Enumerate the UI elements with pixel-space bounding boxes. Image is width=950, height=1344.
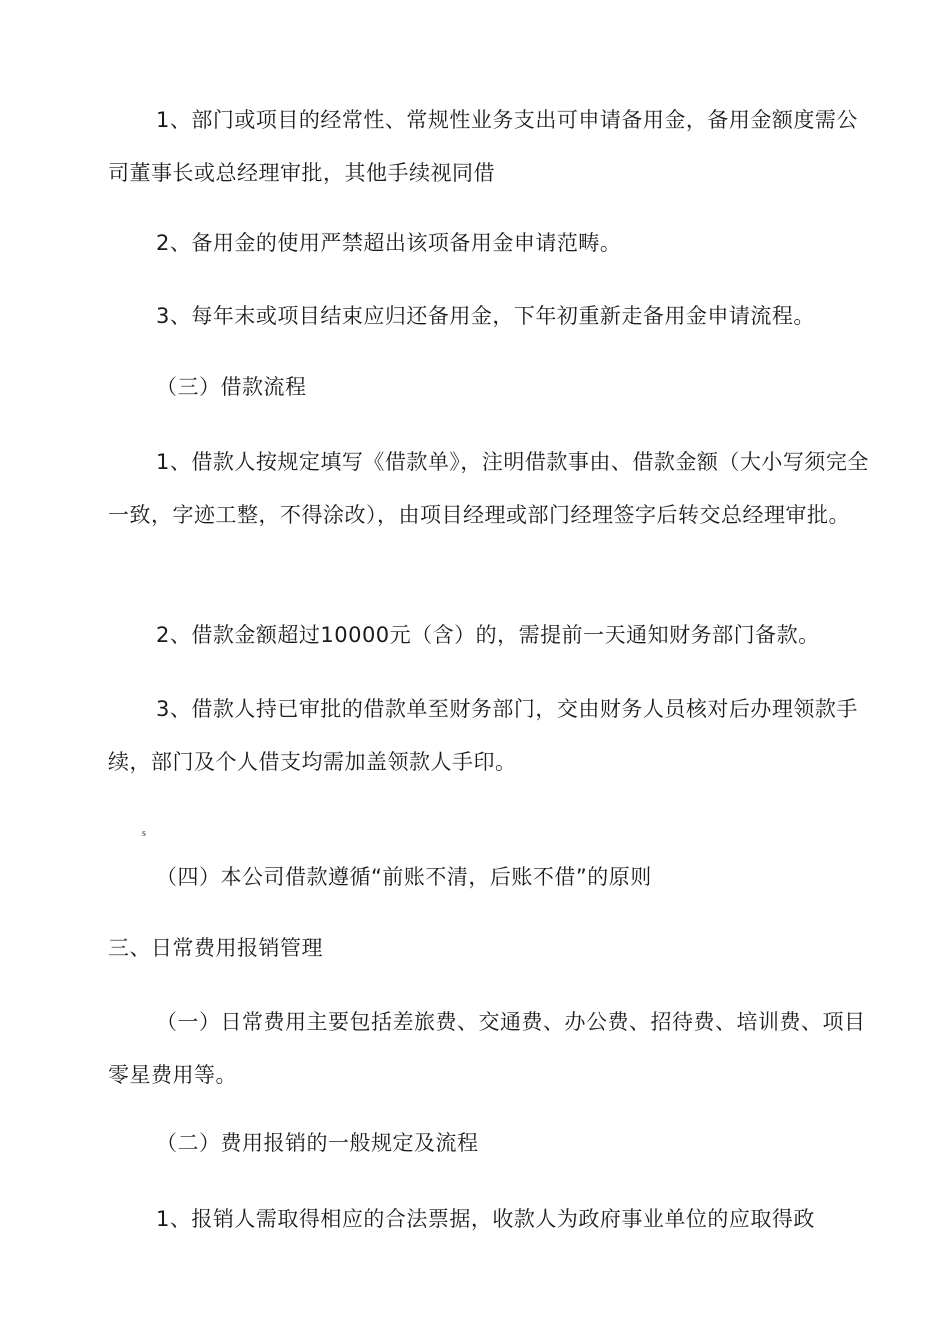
paragraph-petty-cash-scope: 2、备用金的使用严禁超出该项备用金申请范畴。 bbox=[156, 231, 622, 255]
paragraph-petty-cash-application: 1、部门或项目的经常性、常规性业务支出可申请备用金，备用金额度需公司董事长或总经理审批，其他手续视同借 bbox=[108, 108, 858, 185]
paragraph-petty-cash-return: 3、每年末或项目结束应归还备用金，下年初重新走备用金申请流程。 bbox=[156, 304, 815, 328]
chapter-heading-expense-reimbursement: 三、日常费用报销管理 bbox=[108, 936, 323, 960]
section-heading-reimbursement-rules: （二）费用报销的一般规定及流程 bbox=[156, 1131, 479, 1155]
section-heading-loan-process: （三）借款流程 bbox=[156, 375, 307, 399]
section-heading-loan-principle: （四）本公司借款遵循“前账不清，后账不借”的原则 bbox=[156, 865, 652, 889]
paragraph-loan-disbursement: 3、借款人持已审批的借款单至财务部门，交由财务人员核对后办理领款手续，部门及个人借支均需加盖领款人手印。 bbox=[108, 697, 858, 774]
paragraph-loan-amount-notice: 2、借款金额超过10000元（含）的，需提前一天通知财务部门备款。 bbox=[156, 623, 820, 647]
paragraph-loan-form: 1、借款人按规定填写《借款单》，注明借款事由、借款金额（大小写须完全一致，字迹工整，不得涂改），由项目经理或部门经理签字后转交总经理审批。 bbox=[108, 450, 869, 527]
paragraph-expense-types: （一）日常费用主要包括差旅费、交通费、办公费、招待费、培训费、项目零星费用等。 bbox=[108, 1010, 866, 1087]
paragraph-legal-receipts: 1、报销人需取得相应的合法票据，收款人为政府事业单位的应取得政 bbox=[156, 1207, 815, 1231]
stray-mark: s bbox=[142, 828, 146, 839]
